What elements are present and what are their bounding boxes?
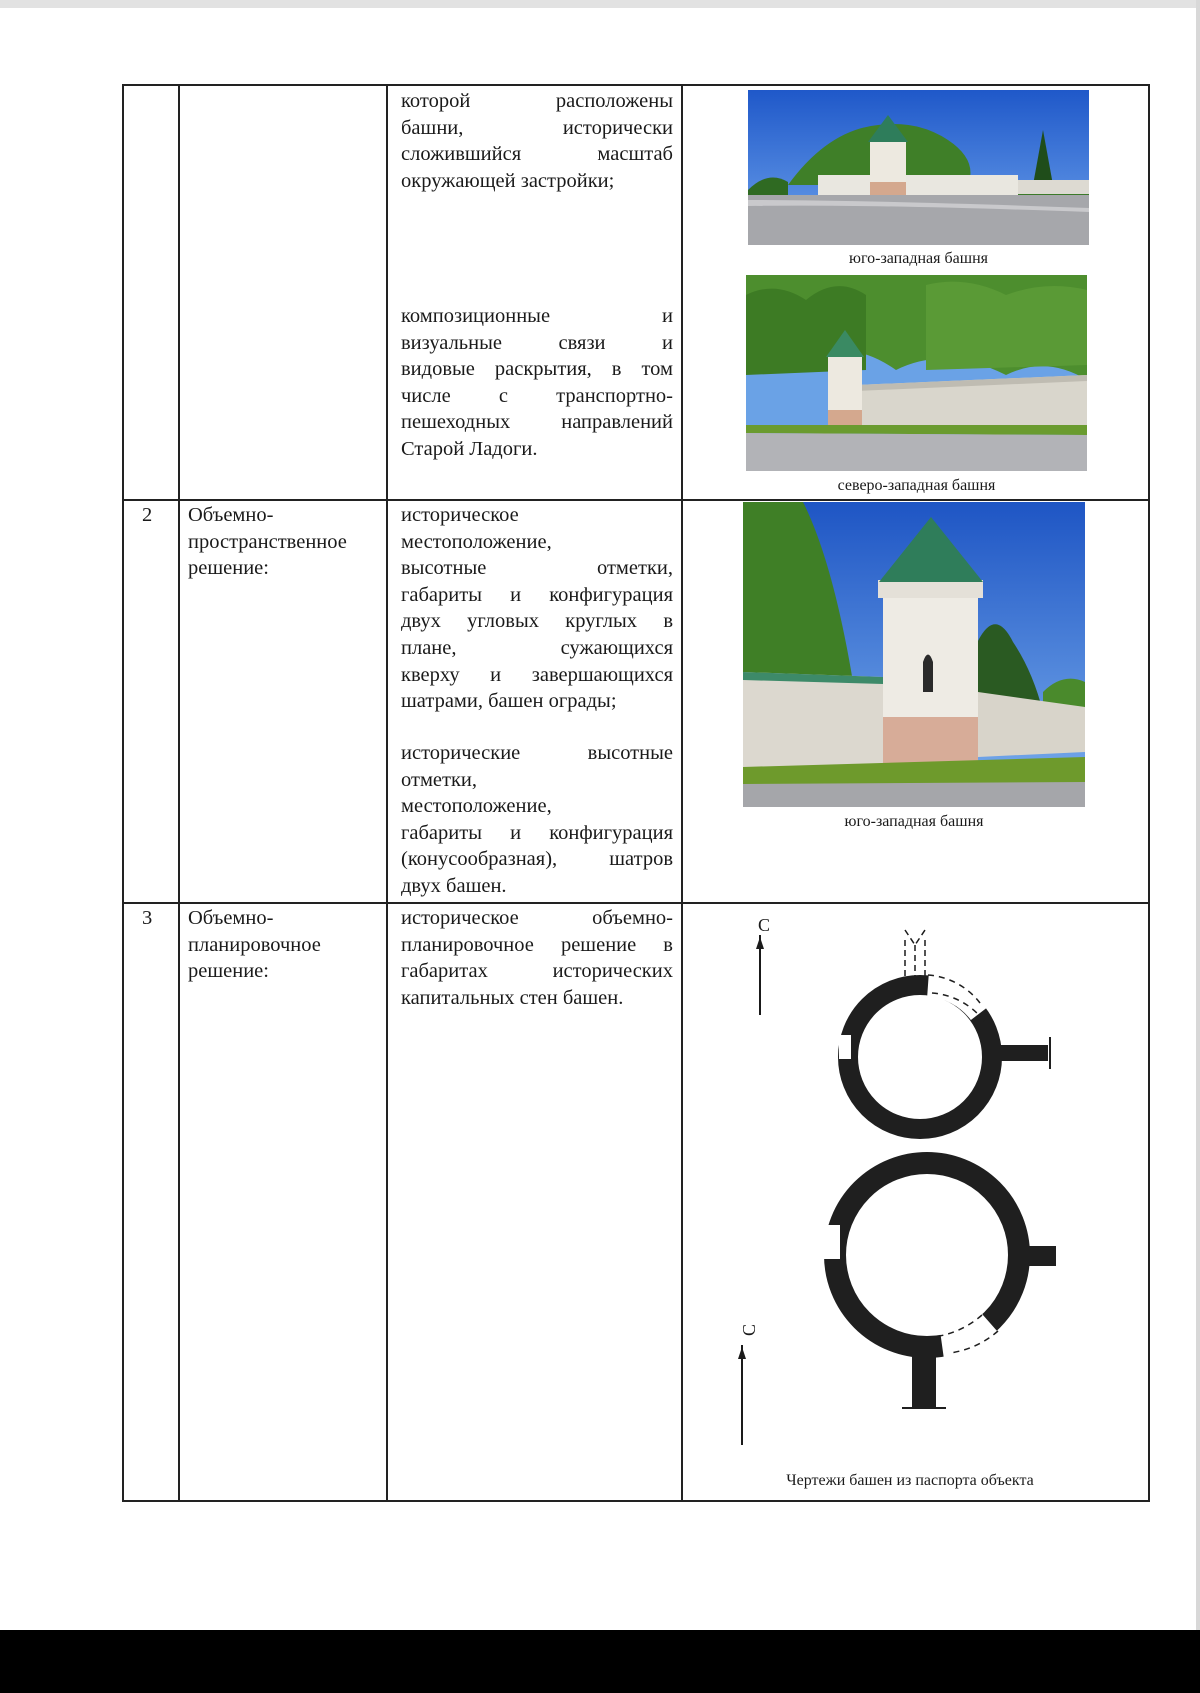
row2-text-block-1 (401, 502, 673, 715)
text-line: высотные отметки, (401, 557, 673, 580)
text-line: числе с транспортно- (401, 384, 673, 407)
text-line: (конусообразная), шатров (401, 848, 673, 871)
text-line: габаритах исторических (401, 960, 673, 983)
text-line: видовые раскрытия, в том (401, 358, 673, 381)
north-label: С (739, 1323, 759, 1336)
col-divider-2 (386, 84, 388, 1501)
text-line: плане, сужающихся (401, 636, 673, 659)
row3-text-block-1 (401, 905, 673, 1011)
drawing-caption: Чертежи башен из паспорта объекта (786, 1472, 1034, 1489)
text-line: отметки, (401, 768, 478, 791)
table-border-bottom (122, 1500, 1150, 1502)
text-line: шатрами, башен ограды; (401, 690, 617, 713)
row2-name (188, 502, 384, 582)
photo-caption: северо-западная башня (837, 477, 996, 494)
north-label: С (758, 915, 771, 935)
text-line: Старой Ладоги. (401, 437, 538, 460)
text-line: окружающей застройки; (401, 169, 615, 192)
text-line: капитальных стен башен. (401, 986, 624, 1009)
row3-name (188, 905, 384, 985)
row-number: 3 (142, 907, 153, 929)
row-divider-2 (122, 902, 1150, 904)
text-line: решение: (188, 557, 269, 580)
row-divider-1 (122, 499, 1150, 501)
text-line: историческое объемно- (401, 907, 673, 929)
text-line: планировочное (188, 933, 321, 956)
text-line: местоположение, (401, 530, 552, 553)
text-line: решение: (188, 960, 269, 983)
text-line: сложившийся масштаб (401, 143, 673, 166)
photo-caption: юго-западная башня (844, 813, 984, 830)
text-line: двух угловых круглых в (401, 610, 673, 633)
drawing-tower-plans (690, 905, 1130, 1460)
text-line: двух башен. (401, 874, 507, 897)
col-border-right (1148, 84, 1150, 1501)
photo-northwest-tower-wall (746, 275, 1087, 471)
scan-edge-bottom (0, 1630, 1200, 1693)
text-line: пешеходных направлений (401, 411, 673, 434)
col-divider-1 (178, 84, 180, 1501)
row2-text-block-2 (401, 740, 673, 900)
text-line: планировочное решение в (401, 933, 673, 956)
scan-edge-top (0, 0, 1200, 8)
row1-text-block-1 (401, 88, 673, 194)
text-line: башни, исторически (401, 116, 673, 139)
photo-southwest-tower-road (748, 90, 1089, 245)
text-line: пространственное (188, 530, 347, 553)
table-border-top (122, 84, 1150, 86)
col-border-left (122, 84, 124, 1501)
text-line: Объемно- (188, 504, 274, 526)
text-line: габариты и конфигурация (401, 821, 673, 844)
text-line: Объемно- (188, 907, 274, 929)
photo-caption: юго-западная башня (849, 250, 988, 267)
photo-southwest-tower-closeup (743, 502, 1085, 807)
text-line: кверху и завершающихся (401, 663, 673, 686)
text-line: которой расположены (401, 90, 673, 112)
row1-text-block-2 (401, 303, 673, 463)
text-line: местоположение, (401, 795, 552, 818)
col-divider-3 (681, 84, 683, 1501)
text-line: визуальные связи и (401, 331, 673, 354)
text-line: историческое (401, 504, 519, 526)
scan-edge-right (1196, 0, 1200, 1630)
text-line: габариты и конфигурация (401, 583, 673, 606)
text-line: исторические высотные (401, 742, 673, 764)
text-line: композиционные и (401, 305, 673, 327)
row-number: 2 (142, 504, 153, 526)
